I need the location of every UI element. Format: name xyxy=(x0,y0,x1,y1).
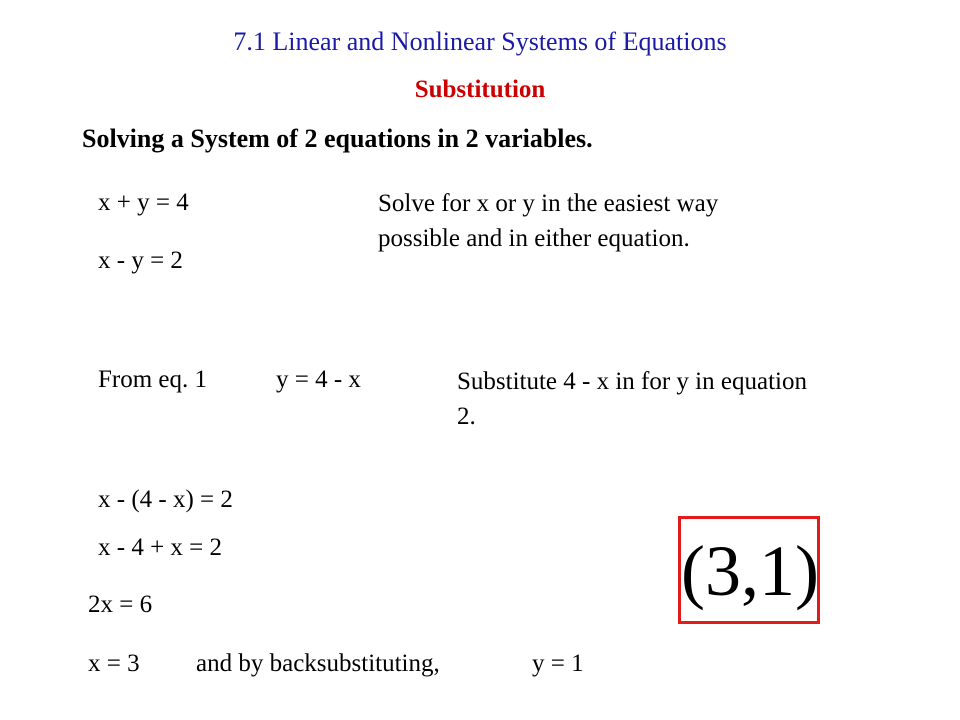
answer-box xyxy=(678,516,820,624)
instruction-note: Solve for x or y in the easiest way possible and in either equation. xyxy=(378,190,719,252)
work-line-4-text: and by backsubstituting, xyxy=(196,650,440,677)
step-label: From eq. 1 xyxy=(98,366,208,393)
work-line-4-y: y = 1 xyxy=(532,650,584,677)
equation-1: x + y = 4 xyxy=(98,189,189,216)
slide-title: 7.1 Linear and Nonlinear Systems of Equations xyxy=(233,27,727,56)
section-heading: Solving a System of 2 equations in 2 variables. xyxy=(82,124,593,153)
work-line-3: 2x = 6 xyxy=(88,591,153,618)
substitution-note: Substitute 4 - x in for y in equation 2. xyxy=(457,368,807,430)
work-line-4-x: x = 3 xyxy=(88,650,140,677)
work-line-1: x - (4 - x) = 2 xyxy=(98,486,233,513)
equation-2: x - y = 2 xyxy=(98,247,183,274)
work-line-2: x - 4 + x = 2 xyxy=(98,534,223,561)
answer-value: (3,1) xyxy=(681,531,819,611)
step-expression: y = 4 - x xyxy=(276,366,361,393)
slide-subtitle: Substitution xyxy=(414,76,546,103)
